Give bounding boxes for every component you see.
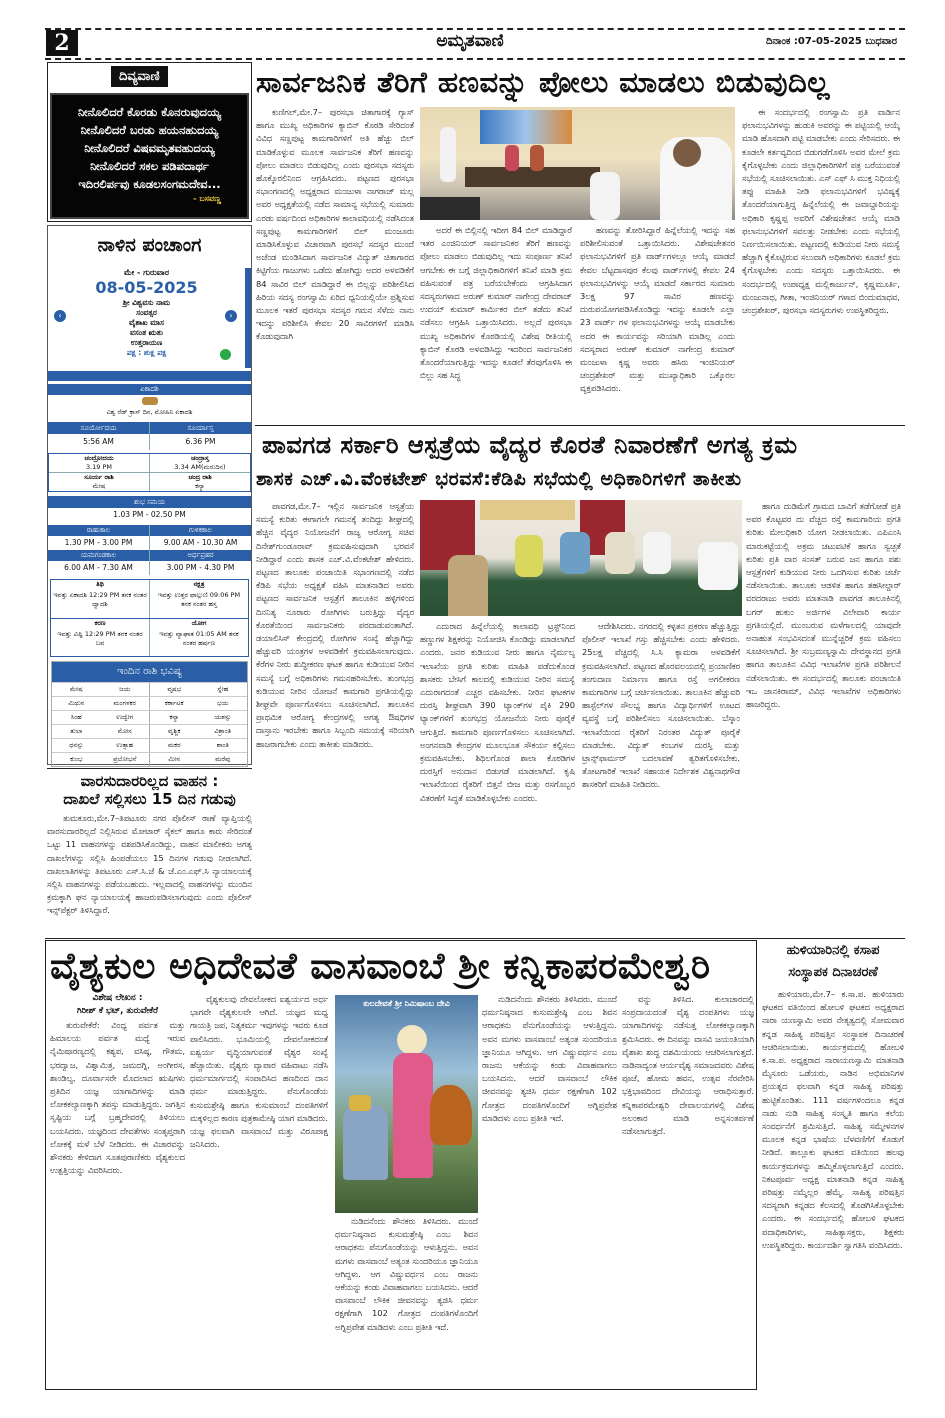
festival-icon — [48, 395, 251, 407]
quote-author: - ಬಸವಣ್ಣ — [193, 194, 221, 203]
rashi-prediction: ಮರೆವು — [215, 755, 231, 763]
top-rule — [45, 28, 905, 30]
samvatsara-line: ವೈಶಾಖ ಮಾಸ — [129, 318, 164, 327]
story3-col: ನುಡಿದನೆಂದು ಶೌನಕರು ತಿಳಿಸಿದರು. ಮುಂದೆ ಧರ್ಮನಿಷ್ಠನಾದ ಕುಸುಮಶ್ರೇಷ್ಠಿ ಎಂಬ ಶಿವನ ಆರಾಧಕನು ಪೆನುಗೊಂಡೆಯನ್ನು ಆಳುತ್ತಿದ್ದನು. ಅವನ ಮಗಳು ವಾಸವಾಂಬೆ ಅತ್ಯಂತ ಸುಂದರಿಯೂ ಜ್ಞಾನಿಯೂ ಆಗಿದ್ದಳು. ಆಗ ವಿಷ್ಣುವರ್ಧನ ಎಂಬ ರಾಜನು ಆಕೆಯನ್ನು ಕಂಡು ವಿವಾಹವಾಗಲು ಬಯಸಿದನು. ಆದರೆ ವಾಸವಾಂಬೆ ಲೌಕಿಕ ಜೀವನವನ್ನು ತ್ಯಜಿಸಿ ಧರ್ಮ ರಕ್ಷಣೆಗಾಗಿ 102 ಗೋತ್ರದ ದಂಪತಿಗಳೊಂದಿಗೆ ಅಗ್ನಿಪ್ರವೇಶ ಮಾಡಿದಳು ಎಂಬ ಪ್ರತೀತಿ ಇದೆ. — [482, 994, 617, 1123]
dateline: ದಿನಾಂಕ :07-05-2025 ಬುಧವಾರ — [765, 36, 897, 47]
divyavani-title: ದಿವ್ಯವಾಣಿ — [111, 66, 168, 87]
sunrise-label: ಸೂರ್ಯೋದಯ — [80, 424, 117, 432]
chandra-rashi: ಕನ್ಯಾ — [149, 482, 250, 491]
shubha-label: ಶುಭ ಸಮಯ — [48, 496, 251, 508]
story2-photo — [420, 500, 742, 616]
chandra-rashi-label: ಚಂದ್ರ ರಾಶಿ — [149, 473, 250, 482]
surya-rashi: ಮೇಷ — [92, 482, 106, 490]
rahu-time: 1.30 PM - 3.00 PM — [64, 538, 133, 547]
ardhaprahara-time: 3.00 PM - 4.30 PM — [149, 561, 251, 575]
rashi-table — [51, 661, 248, 767]
page-number: 2 — [46, 30, 78, 56]
story3-col: ವನ್ನು ತಿಳಿಸಿದ. ಕುಲಾಚಾರದಲ್ಲಿ ಸಂಪ್ರದಾಯದಂತೆ ವೈಶ್ಯ ದಂಪತಿಗಳು ಯಜ್ಞ ಯಾಗಾದಿಗಳನ್ನು ನಡೆಸುತ್ತ ಲೋಕಕಲ್ಯಾಣಕ್ಕಾಗಿ ಶ್ರಮಿಸಿದರು. ಈ ದಿನವನ್ನು ವಾಸವಿ ಜಯಂತಿಯಾಗಿ ವೈಶಾಖ ಶುದ್ಧ ದಶಮಿಯಂದು ಆಚರಿಸಲಾಗುತ್ತದೆ. ನಾಡಿನಾದ್ಯಂತ ಆರ್ಯವೈಶ್ಯ ಸಮಾಜದವರು ವಿಶೇಷ ಪೂಜೆ, ಹೋಮ ಹವನ, ಉತ್ಸವ ನೆರವೇರಿಸಿ ಭಕ್ತಿಭಾವದಿಂದ ದೇವಿಯನ್ನು ಆರಾಧಿಸುತ್ತಾರೆ. ಕನ್ನಿಕಾಪರಮೇಶ್ವರಿ ದೇವಾಲಯಗಳಲ್ಲಿ ವಿಶೇಷ ಅಲಂಕಾರ ಮಾಡಿ ಅನ್ನಸಂತರ್ಪಣೆ ನಡೆಸಲಾಗುತ್ತದೆ. — [622, 994, 754, 1137]
story2-subhead: ಶಾಸಕ ಎಚ್.ವಿ.ವೆಂಕಟೇಶ್ ಭರವಸೆ:ಕೆಡಿಪಿ ಸಭೆಯಲ್ಲಿ ಅಧಿಕಾರಿಗಳಿಗೆ ತಾಕೀತು — [256, 468, 742, 490]
panchanga-day: ಮೇ - ಗುರುವಾರ — [124, 268, 169, 277]
story2-headline: ಪಾವಗಡ ಸರ್ಕಾರಿ ಆಸ್ಪತ್ರೆಯ ವೈದ್ಯರ ಕೊರತೆ ನಿವಾರಣೆಗೆ ಅಗತ್ಯ ಕ್ರಮ — [262, 431, 798, 459]
story1-col: ಈ ಸಂದರ್ಭದಲ್ಲಿ ರಂಗಸ್ವಾಮಿ ಪ್ರತಿ ವಾರ್ಡಿನ ಫಲಾನುಭವಿಗಳನ್ನು ಹುಡುಕಿ ಅವರನ್ನು ಈ ಪಟ್ಟಿಯಲ್ಲಿ ಆಯ್ಕೆ ಮಾಡಿ ಹೊಸದಾಗಿ ಪಟ್ಟಿ ಮಾಡಬೇಕು ಎಂದು ಸೇರಿಸದರು. ಈ ಕೂಡಲೇ ಕರ್ತವ್ಯದಿಂದ ಬಿಡುಗಡೆಗೊಳಿಸಿ ಅವರ ಮೇಲೆ ಕ್ರಮ ಕೈಗೊಳ್ಳಬೇಕು ಎಂದು ಜಿಲ್ಲಾಧಿಕಾರಿಗಳಿಗೆ ಪತ್ರ ಬರೆಯುವಂತೆ ಸಭೆಯಲ್ಲಿ ಸೂಚಿಸಲಾಯಿತು. ಎಸ್ ಎಫ್ ಸಿ ಮುಕ್ತ ನಿಧಿಯಲ್ಲಿ ತಪ್ಪು ಮಾಹಿತಿ ನೀಡಿ ಫಲಾನುಭವಿಗಳಿಗೆ ಭವಿಷ್ಯಕ್ಕೆ ತೊಂದರೆಯಾಗುತ್ತಿದ್ದ ಹಿನ್ನೆಲೆಯಲ್ಲಿ ಈ ಜವಾಬ್ದಾರಿಯನ್ನು ಅಧಿಕಾರಿ ಕೃಷ್ಣಪ್ಪ ಅವರಿಗೆ ವಿಶೇಷಚೇತನ ಆಯ್ಕೆ ಮಾಡಿ ಫಲಾನುಭವಿಗಳಿಗೆ ಸವಲತ್ತು ನೀಡಬೇಕು ಎಂದು ಸಭೆಯಲ್ಲಿ ನಿರ್ಣಯಿಸಲಾಯಿತು. ಪಟ್ಟಣದಲ್ಲಿ ಕುಡಿಯುವ ನೀರು ಸಮಸ್ಯೆ ಹೆಚ್ಚಾಗಿ ಕೈಕೊಟ್ಟಿರುವ ಸಲುವಾಗಿ ಅಧಿಕಾರಿಗಳು ಕೂಡಲೆ ಕ್ರಮ ಕೈಗೊಳ್ಳಬೇಕು ಎಂದು ಸದಸ್ಯರು ಒತ್ತಾಯಿಸಿದರು. ಈ ಸಂದರ್ಭದಲ್ಲಿ ಉಪಾಧ್ಯಕ್ಷ ಮಲ್ಲಿಕಾರ್ಜುನ್, ಕೃಷ್ಣಮೂರ್ತಿ, ಮಂಜುನಾಥ, ಗೀತಾ, ಇಂಜಿನಿಯರ್ ಗಳಾದ ಬಿಂದುಮಾಧವ, ಚಂದ್ರಶೇಖರ್, ಪುರಸಭಾ ಸದಸ್ಯರುಗಳು ಉಪಸ್ಥಿತರಿದ್ದರು. — [742, 107, 900, 316]
story-body: ತುಮಕೂರು,ಮೇ.7–ತಿಪಟೂರು ನಗರ ಪೊಲೀಸ್ ಠಾಣೆ ವ್ಯಾಪ್ತಿಯಲ್ಲಿ ವಾರಸುದಾರರಿಲ್ಲದೆ ನಿಲ್ಲಿಸಿರುವ ಮೋಟಾರ್ ಸೈಕಲ್ ಹಾಗೂ ಕಾರು ಸೇರಿದಂತೆ ಒಟ್ಟು 11 ವಾಹನಗಳನ್ನು ವಶಪಡಿಸಿಕೊಂಡಿದ್ದು, ವಾಹನ ಮಾಲೀಕರು ಅಗತ್ಯ ದಾಖಲೆಗಳನ್ನು ಸಲ್ಲಿಸಿ ಹಿಂಪಡೆಯಲು 15 ದಿನಗಳ ಗಡುವು ನೀಡಲಾಗಿದೆ. ದಾಖಲಾತಿಗಳನ್ನು ತಿಪಟೂರು ಎಸ್.ಸಿ.ಜೆ & ಜೆ.ಎಂ.ಎಫ್.ಸಿ ನ್ಯಾಯಾಲಯಕ್ಕೆ ಸಲ್ಲಿಸಿ ವಾಹನಗಳನ್ನು ಪಡೆಯಬಹುದು. ಇಲ್ಲವಾದಲ್ಲಿ ವಾಹನಗಳನ್ನು ಮುಂದಿನ ಕ್ರಮಕ್ಕಾಗಿ ಘನ ನ್ಯಾಯಾಲಯಕ್ಕೆ ಹಾಜರುಪಡಿಸಲಾಗುವುದು ಎಂದು ಪೊಲೀಸ್ ಇನ್ಸ್‌ಪೆಕ್ಟರ್ ತಿಳಿಸಿದ್ದಾರೆ. — [47, 813, 252, 916]
festival-text: ವಿಶ್ವ ರೆಡ್ ಕ್ರಾಸ್ ದಿನ, ಮೋಹಿನಿ ಏಕಾದಶಿ — [48, 407, 251, 418]
story3-col: ತುರುವೇಕೆರೆ: ವಿಂಧ್ಯ ಪರ್ವತ ಮತ್ತು ಹಿಮಾಲಯ ಪರ್ವತ ಮಧ್ಯೆ ಇರುವ ನೈಮಿಷಾರಣ್ಯದಲ್ಲಿ ಕಶ್ಯಪ, ವಸಿಷ್ಠ, ಗೌತಮ, ಭರದ್ವಾಜ, ವಿಶ್ವಾಮಿತ್ರ, ಜಮದಗ್ನಿ, ಅಂಗೀರಸ, ಶಾಂಡಿಲ್ಯ, ದೂರ್ವಾಸರೇ ಮೊದಲಾದ ಋಷಿಗಳು ಪ್ರತಿದಿನ ಯಜ್ಞ ಯಾಗಾದಿಗಳನ್ನು ಮಾಡಿ ಲೋಕಕಲ್ಯಾಣಕ್ಕಾಗಿ ತಪಸ್ಸು ಮಾಡುತ್ತಿದ್ದರು. ಜಗತ್ತಿನ ಸೃಷ್ಟಿಯ ಬಗ್ಗೆ ಬ್ರಹ್ಮದೇವರಲ್ಲಿ ತಿಳಿಯಲು ಬಯಸಿದರು. ಯಜ್ಞದಿಂದ ದೇವತೆಗಳು ಸಂತೃಪ್ತರಾಗಿ ಲೋಕಕ್ಕೆ ಮಳೆ ಬೆಳೆ ನೀಡಿದರು. ಈ ವಿಚಾರವನ್ನು ಶೌನಕರು ಕೇಳಿದಾಗ ಸೂತಪುರಾಣಿಕರು ವೈಶ್ಯಕುಲದ ಉತ್ಪತ್ತಿಯನ್ನು ವಿವರಿಸಿದರು. — [50, 1020, 185, 1176]
rashi-row — [52, 696, 247, 710]
story1-col: ಅದರೆ ಈ ಬಿಲ್ಲಿನಲ್ಲಿ ಇದೀಗ 84 ಬಿಲ್ ಮಾಡಿದ್ದಾರೆ ಇತರ ಎಂಜಿನಿಯರ್ ಸಾರ್ವಜನಿಕರ ತೆರಿಗೆ ಹಣವನ್ನು ಪೋಲು ಮಾಡಲು ಬಿಡುವುದಿಲ್ಲ ಇದು ಸಂಪೂರ್ಣ ತನಿಖೆ ಆಗಬೇಕು ಈ ಬಗ್ಗೆ ಜಿಲ್ಲಾಧಿಕಾರಿಗಳಿಗೆ ತನಿಖೆ ಮಾಡಿ ಕ್ರಮ ವಹಿಸುವಂತೆ ಪತ್ರ ಬರೆಯಬೇಕೆಂದು ಆಗ್ರಹಿಸಿದಾಗ ಸದಸ್ಯರುಗಳಾದ ಅರುಣ್ ಕುಮಾರ್ ನಾಗೇಂದ್ರ ದೇವರಾಜ್ ಉದಯ್ ಕುಮಾರ್ ಕಾರ್ಮಿಕರ ಬಿಲ್ ತಡೆದು ತನಿಖೆ ನಡೆಸಲು ಆಗ್ರಹಿಸಿ ಒತ್ತಾಯಿಸಿದರು. ಅಲ್ಲದೆ ಪುರಸಭಾ ಮುಖ್ಯ ಅಧಿಕಾರಿಗಳ ಕೊಠಡಿಯಲ್ಲಿ ವಿಶೇಷ ರೀತಿಯಲ್ಲಿ ಕ್ಯಾಬಿನ್ ಕೊಠಡಿ ಅಳವಡಿಸಿದ್ದು ಇದರಿಂದ ಸಾರ್ವಜನಿಕರ ತೊಂದರೆಯಾಗುತ್ತಿದ್ದು ಇದನ್ನು ಕೂಡಲೆ ತೆರವುಗೊಳಿಸಿ ಈ ಬಿಲ್ಲು ಸಹ ಸಿದ್ಧ — [420, 225, 572, 381]
rashi-prediction: ಸ್ನೇಹ — [217, 685, 229, 693]
whatsapp-icon — [220, 349, 231, 360]
yama-label: ಯಮಗಂಡಕಾಲ — [80, 551, 117, 559]
rashi-prediction: ಮಂಗಳಕರ — [101, 697, 151, 710]
ardhaprahara-label: ಅರ್ಧಪ್ರಹರ — [149, 550, 251, 561]
rashi-name: ಸಿಂಹ — [70, 713, 82, 721]
rashi-name: ಧನಸ್ಸು — [69, 741, 84, 749]
divider — [45, 938, 905, 939]
vehicle-story — [47, 768, 252, 936]
rashi-name: ಮಕರ — [167, 741, 181, 749]
quote-line: ನೀನೊಲಿದರೆ ಸಕಲ ಪಡಿಪದಾರ್ಥ — [90, 159, 209, 173]
divider — [255, 425, 905, 426]
yama-time: 6.00 AM - 7.30 AM — [64, 563, 133, 572]
rashi-row — [52, 752, 247, 766]
rashi-prediction: ಮೋಸ — [101, 725, 151, 738]
story3-col: ವೈಶ್ಯಕುಲವು ದೇವಲೋಕದ ಐಶ್ವರ್ಯದ ಅರ್ಧ ಭಾಗವೇ ವೈಶ್ಯಕುಲವೇ ಆಗಿದೆ. ಯಜ್ಞದ ಮಧ್ಯ ಗಾಯತ್ರಿ ಜಪ, ನಿತ್ಯಕರ್ಮ ಇವುಗಳನ್ನು ಇವರು ಕೂಡ ಪಾಲಿಸಿದರು. ಭೂಮಿಯಲ್ಲಿ ದೇವಲೋಕದಂತೆ ಐಶ್ವರ್ಯ ವೃದ್ಧಿಯಾಗುವಂತೆ ವೈಶ್ಯರ ಸಂಖ್ಯೆ ಹೆಚ್ಚಾಯಿತು. ವೈಶ್ಯರು ವ್ಯಾಪಾರ ವಹಿವಾಟು ನಡೆಸಿ ಧರ್ಮಮಾರ್ಗದಲ್ಲಿ ಸಂಪಾದಿಸಿದ ಹಣದಿಂದ ದಾನ ಧರ್ಮ ಮಾಡುತ್ತಿದ್ದರು. ಪೆನುಗೊಂಡೆಯ ಕುಸುಮಶ್ರೇಷ್ಠಿ ಹಾಗೂ ಕುಸುಮಾಂಬೆ ದಂಪತಿಗಳಿಗೆ ಮಕ್ಕಳಿಲ್ಲದ ಕಾರಣ ಪುತ್ರಕಾಮೇಷ್ಠಿ ಯಾಗ ಮಾಡಿದರು. ಯಜ್ಞ ಫಲವಾಗಿ ವಾಸವಾಂಬೆ ಮತ್ತು ವಿರೂಪಾಕ್ಷ ಜನಿಸಿದರು. — [190, 994, 328, 1150]
rashi-name: ವೃಷಭ — [167, 685, 182, 693]
story4-headline — [762, 940, 904, 984]
rashi-row — [52, 710, 247, 724]
story1-col: ಹಣವನ್ನು ತೋರಿಸಿದ್ದಾರೆ ಹಿನ್ನೆಲೆಯಲ್ಲಿ ಇದನ್ನು ಸಹ ಪರಿಶೀಲಿಸುವಂತೆ ಒತ್ತಾಯಿಸಿದರು. ವಿಶೇಷಚೇತನರ ಫಲಾನುಭವಿಗಳಿಗೆ ಪ್ರತಿ ವಾರ್ಡ್‌ಗಳಲ್ಲೂ ಆಯ್ಕೆ ಮಾಡದೆ ಕೇವಲ ಬೆಟ್ಟದಾಸಪುರ ಕೆಲವು ವಾರ್ಡ್‌ಗಳಲ್ಲಿ ಕೇವಲ 24 ಫಲಾನುಭವಿಗಳನ್ನು ಆಯ್ಕೆ ಮಾಡದೆ ಸರ್ಕಾರದ ಸುಮಾರು 3ಲಕ್ಷ 97 ಸಾವಿರ ಹಣವನ್ನು ದುರುಪಯೋಗಪಡಿಸಿಕೊಂಡಿದ್ದು ಇದನ್ನು ಕೂಡಲೇ ಎಲ್ಲಾ 23 ವಾರ್ಡ್ ಗಳ ಫಲಾನುಭವಿಗಳನ್ನು ಆಯ್ಕೆ ಮಾಡಬೇಕು ಅದರ ಈ ಕಾರ್ಯವನ್ನು ಸರಿಯಾಗಿ ಮಾಡಿಲ್ಲ ಎಂದು ಸದಸ್ಯರಾದ ಅರುಣ್ ಕುಮಾರ್ ನಾಗೇಂದ್ರ ಕುಮಾರ್ ಮಂಜುಳಾ ಕೃಷ್ಣ ಅವರು ಹಸಿರು ಇಂಜಿನಿಯರ್ ಚಂದ್ರಶೇಖರ್ ಮತ್ತು ಮುಖ್ಯಾಧಿಕಾರಿ ಒಕ್ಕೊರಲ ವ್ಯಕ್ತಪಡಿಸಿದರು. — [580, 225, 735, 394]
story3-headline: ವೈಶ್ಯಕುಲ ಅಧಿದೇವತೆ ವಾಸವಾಂಬೆ ಶ್ರೀ ಕನ್ನಿಕಾಪರಮೇಶ್ವರಿ — [50, 946, 711, 987]
rashi-row — [52, 682, 247, 696]
story4-headline-line: ಸಂಸ್ಥಾಪಕ ದಿನಾಚರಣೆ — [788, 965, 878, 980]
rashi-name: ಕುಂಭ — [70, 755, 83, 763]
rashi-prediction: ಜಯ — [101, 683, 151, 696]
rashi-row — [52, 724, 247, 738]
rashi-prediction: ಪ್ರಲೋಭನೆ — [101, 753, 151, 766]
story3-image — [335, 995, 478, 1213]
panchanga-date: 08-05-2025 — [95, 278, 198, 297]
story1-col: ಕುಣಿಗಲ್,ಮೇ.7– ಪುರಸಭಾ ಚಿತಾಗಾರಕ್ಕೆ ಗ್ಯಾಸ್ ಹಾಗೂ ಮುಖ್ಯ ಅಧಿಕಾರಿಗಳ ಕ್ಯಾಬಿನ್ ಕೊಠಡಿ ಸೇರಿದಂತೆ ವಿವಿಧ ಸಣ್ಣಪುಟ್ಟ ಕಾಮಗಾರಿಗಳಿಗೆ ಅತಿ ಹೆಚ್ಚು ಬಿಲ್ ಮಾಡಿಕೊಳ್ಳುವ ಮೂಲಕ ಸಾರ್ವಜನಿಕ ತೆರಿಗೆ ಹಣವನ್ನು ಪೋಲು ಮಾಡಲು ಬಿಡುವುದಿಲ್ಲ ಎಂದು ಪುರಸಭಾ ಸದಸ್ಯರು ಹೊಕ್ಕೊರಲಿನಿಂದ ಆಗ್ರಹಿಸಿದರು. ಪಟ್ಟಣದ ಪುರಸಭಾ ಸಭಾಂಗಣದಲ್ಲಿ ಅಧ್ಯಕ್ಷರಾದ ಮಂಜುಳಾ ನಾಗರಾಜ್ ಮಲ್ಲ ಅವರ ಅಧ್ಯಕ್ಷತೆಯಲ್ಲಿ ನಡೆದ ಸಾಮಾನ್ಯ ಸಭೆಯಲ್ಲಿ ಸುಮಾರು ಎರಡು ವರ್ಷದಿಂದ ಅಧಿಕಾರಿಗಳ ಕಾಲಾವಧಿಯಲ್ಲಿ ನಡೆಸಿದಂತ ಸಣ್ಣಪುಟ್ಟ ಕಾಮಗಾರಿಗಳಿಗೆ ಬಿಲ್ ಮಂಜೂರು ಮಾಡಿಸಿಕೊಳ್ಳುವ ವಿಚಾರವಾಗಿ ಪುರಸಭೆ ಸದಸ್ಯರ ಮುಂದೆ ಅಜೆಂಡ ಮಂಡಿಸಿದಾಗ ಸಾರ್ವಜನಿಕ ವಿದ್ಯುತ್ ಚಿತಾಗಾರದ ಕಿಟ್ಟಿಗೆಯ ಗಾಜುಗಳು ಒಡೆದು ಹೋಗಿದ್ದು ಅದರ ಅಳವಡಿಕೆಗೆ 84 ಸಾವಿರ ಬಿಲ್ ಮಾಡಿದ್ದಾರೆ ಈ ಬಿಲ್ಲನ್ನು ಪರಿಶೀಲಿಸಿದ ಹಿರಿಯ ಸದಸ್ಯ ರಂಗಸ್ವಾಮಿ ಏರಿದ ಧ್ವನಿಯಲ್ಲಿಯೇ ಪ್ರಶ್ನಿಸುವ ಮೂಲಕ ಇತರೆ ಪುರಸಭಾ ಸದಸ್ಯರ ಗಮನ ಸೆಳೆದು ನಾನು ಇದನ್ನು ಪರಿಶೀಲಿಸಿ ಕೇವಲ 20 ಸಾವಿರಗಳಿಗೆ ಮಾಡಿಸಿ ಕೊಡುವುದಾಗಿ — [256, 107, 414, 342]
story3-col: ನುಡಿದನೆಂದು ಶೌನಕರು ತಿಳಿಸಿದರು. ಮುಂದೆ ಧರ್ಮನಿಷ್ಠನಾದ ಕುಸುಮಶ್ರೇಷ್ಠಿ ಎಂಬ ಶಿವನ ಆರಾಧಕನು ಪೆನುಗೊಂಡೆಯನ್ನು ಆಳುತ್ತಿದ್ದನು. ಅವನ ಮಗಳು ವಾಸವಾಂಬೆ ಅತ್ಯಂತ ಸುಂದರಿಯೂ ಜ್ಞಾನಿಯೂ ಆಗಿದ್ದಳು. ಆಗ ವಿಷ್ಣುವರ್ಧನ ಎಂಬ ರಾಜನು ಆಕೆಯನ್ನು ಕಂಡು ವಿವಾಹವಾಗಲು ಬಯಸಿದನು. ಆದರೆ ವಾಸವಾಂಬೆ ಲೌಕಿಕ ಜೀವನವನ್ನು ತ್ಯಜಿಸಿ ಧರ್ಮ ರಕ್ಷಣೆಗಾಗಿ 102 ಗೋತ್ರದ ದಂಪತಿಗಳೊಂದಿಗೆ ಅಗ್ನಿಪ್ರವೇಶ ಮಾಡಿದಳು ಎಂಬ ಪ್ರತೀತಿ ಇದೆ. — [335, 1216, 478, 1332]
story1-headline: ಸಾರ್ವಜನಿಕ ತೆರಿಗೆ ಹಣವನ್ನು ಪೋಲು ಮಾಡಲು ಬಿಡುವುದಿಲ್ಲ — [256, 65, 831, 99]
samvatsara-line: ಉತ್ತರಾಯಣ — [130, 338, 163, 347]
story2-col: ಎದುರಾದ ಹಿನ್ನೆಲೆಯಲ್ಲಿ ಕಾಲಾವಧಿ ಟ್ರಸ್ಟ್‌ನಿಂದ ಹಣ್ಣುಗಳ ಶಿಕ್ಷಕರನ್ನು ನಿಯೋಜಿಸಿ ಕೊಂಡಿದ್ದು ಮಾಡಲಾಗಿದೆ ಎಂದರು. ಜನರ ಕುಡಿಯುವ ನೀರು ಹಾಗೂ ನೈರ್ಮಲ್ಯ ಇಲಾಖೆಯ ಪ್ರಗತಿ ಕುರಿತು ಮಾಹಿತಿ ಪಡೆದುಕೊಂಡ ಶಾಸಕರು ಬೇಸಿಗೆ ಕಾಲದಲ್ಲಿ ಕುಡಿಯುವ ನೀರಿನ ಸಮಸ್ಯೆ ಎದುರಾಗದಂತೆ ಎಚ್ಚರ ವಹಿಸಬೇಕು. ನೀರಿನ ಘಟಕಗಳ ದುರಸ್ತಿ ಶೀಘ್ರವಾಗಿ 390 ಟ್ಯಾಂಕ್‌ಗಳ ಪೈಕಿ 290 ಟ್ಯಾಂಕ್‌ಗಳಿಗೆ ತುಂಗಭದ್ರ ಯೋಜನೆಯ ನೀರು ಪೂರೈಕೆ ಆಗುತ್ತಿದೆ. ಕಾಮಗಾರಿ ಪೂರ್ಣಗೊಳಿಸಲು ಸೂಚಿಸಲಾಗಿದೆ. ಅಂಗನವಾಡಿ ಕೇಂದ್ರಗಳ ಮೂಲಭೂತ ಸೌಕರ್ಯ ಕಲ್ಪಿಸಲು ಕ್ರಮವಹಿಸಬೇಕು. ಶಿಥಿಲಗೊಂಡ ಶಾಲಾ ಕೊಠಡಿಗಳ ದುರಸ್ತಿಗೆ ಅನುದಾನ ಬಿಡುಗಡೆ ಮಾಡಲಾಗಿದೆ. ಕೃಷಿ ಇಲಾಖೆಯಿಂದ ರೈತರಿಗೆ ಬಿತ್ತನೆ ಬೀಜ ಮತ್ತು ರಸಗೊಬ್ಬರ ವಿತರಣೆಗೆ ಸಿದ್ಧತೆ ಮಾಡಿಕೊಳ್ಳಬೇಕು ಎಂದರು. — [420, 621, 575, 803]
quote-line: ನೀನೊಲಿದರೆ ಕೊರಡು ಕೊನರುವುದಯ್ಯ — [77, 105, 222, 119]
rahu-label: ರಾಹುಕಾಲ — [86, 526, 111, 534]
quote-line: ನೀನೊಲಿದರೆ ಬರಡು ಹಯನಹುದಯ್ಯ — [80, 123, 219, 137]
divyavani-quote — [50, 93, 249, 219]
rashi-row — [52, 738, 247, 752]
story1-photo — [420, 107, 735, 220]
story-headline: ದಾಖಲೆ ಸಲ್ಲಿಸಲು 15 ದಿನ ಗಡುವು — [63, 790, 236, 808]
yoga-text: ಇವತ್ತು ವ್ಯಾಘಾತ 01:05 AM ತನಕ ನಂತರ ಹರ್ಷಣ — [159, 630, 239, 647]
rashi-name: ಮಿಥುನ — [68, 699, 85, 707]
samvatsara-line: ವಸಂತ ಋತು — [129, 328, 164, 337]
nakshatra-text: ಇವತ್ತು ಉತ್ತರ ಫಾಲ್ಗುಣಿ 09:06 PM ತನಕ ನಂತರ ಹಸ್ತ — [157, 591, 241, 608]
moonset-time: 3.34 AM(ಮರುದಿನ) — [149, 463, 250, 472]
rashi-name: ಕರ್ಕಾಟಕ — [164, 699, 184, 707]
rashi-prediction: ವಿಶ್ರಾಂತಿ — [214, 727, 232, 735]
tithi-label: ತಿಥಿ — [96, 580, 104, 588]
karana-label: ಕರಣ — [94, 619, 106, 627]
panchanga-box — [47, 225, 252, 765]
sunset-time: 6.36 PM — [149, 434, 251, 450]
rashi-name: ವೃಶ್ಚಿಕ — [168, 727, 181, 735]
story4-body: ಹುಳಿಯಾರು,ಮೇ.7– ಕ.ಸಾ.ಪ. ಹುಳಿಯಾರು ಘಟಕದ ವತಿಯಿಂದ ಹೋಬಳಿ ಘಟಕದ ಅಧ್ಯಕ್ಷರಾದ ನಾರಾ ಯಣಸ್ವಾಮಿ ಅವರ ನೇತೃತ್ವದಲ್ಲಿ ಸೋಮವಾರ ಕನ್ನಡ ಸಾಹಿತ್ಯ ಪರಿಷತ್ತಿನ ಸಂಸ್ಥಾಪಕ ದಿನಾಚರಣೆ ಆಚರಿಸಲಾಯಿತು. ಕಾರ್ಯಕ್ರಮದಲ್ಲಿ ಹೋಬಳಿ ಕ.ಸಾ.ಪ. ಅಧ್ಯಕ್ಷರಾದ ನಾರಾಯಣಸ್ವಾಮಿ ಮಾತನಾಡಿ ಮೈಸೂರು ಒಡೆಯರು, ನಾಡಿನ ಅಭಿಮಾನಿಗಳ ಪ್ರಯತ್ನದ ಫಲವಾಗಿ ಕನ್ನಡ ಸಾಹಿತ್ಯ ಪರಿಷತ್ತು ಹುಟ್ಟಿಕೊಂಡಿತು. 111 ವರ್ಷಗಳಿಂದಲೂ ಕನ್ನಡ ನಾಡು ನುಡಿ ಸಾಹಿತ್ಯ ಸಂಸ್ಕೃತಿ ಹಾಗೂ ಕಲೆಯ ಸಂವರ್ಧನೆಗೆ ಶ್ರಮಿಸುತ್ತಿದೆ. ಸಾಹಿತ್ಯ ಸಮ್ಮೇಳನಗಳ ಮೂಲಕ ಕನ್ನಡ ಭಾಷೆಯ ಬೆಳವಣಿಗೆಗೆ ಕೊಡುಗೆ ನೀಡಿದೆ. ತಾಲ್ಲೂಕು ಘಟಕದ ವತಿಯಿಂದ ಹಲವು ಕಾರ್ಯಕ್ರಮಗಳನ್ನು ಹಮ್ಮಿಕೊಳ್ಳಲಾಗುತ್ತಿದೆ ಎಂದರು. ನಿಕಟಪೂರ್ವ ಅಧ್ಯಕ್ಷ ಮಾತನಾಡಿ ಕನ್ನಡ ಸಾಹಿತ್ಯ ಪರಿಷತ್ತು ನಮ್ಮೆಲ್ಲರ ಹೆಮ್ಮೆ. ಸಾಹಿತ್ಯ ಪರಿಷತ್ತಿನ ಸದಸ್ಯರಾಗಿ ಕನ್ನಡದ ಕೆಲಸದಲ್ಲಿ ತೊಡಗಿಸಿಕೊಳ್ಳಬೇಕು ಎಂದರು. ಈ ಸಂದರ್ಭದಲ್ಲಿ ಹೋಬಳಿ ಘಟಕದ ಪದಾಧಿಕಾರಿಗಳು, ಸಾಹಿತ್ಯಾಸಕ್ತರು, ಶಿಕ್ಷಕರು ಉಪಸ್ಥಿತರಿದ್ದರು. ಕಾರ್ಯದರ್ಶಿ ಸ್ವಾಗತಿಸಿ ವಂದಿಸಿದರು. — [762, 989, 904, 1250]
prev-arrow-icon: ‹ — [54, 310, 66, 322]
yoga-label: ಯೋಗ — [191, 619, 207, 627]
divyavani-box — [47, 62, 252, 222]
story-headline: ವಾರಸುದಾರರಿಲ್ಲದ ವಾಹನ : — [80, 772, 219, 790]
rashi-prediction: ಭಯ — [217, 699, 229, 707]
rashi-prediction: ಉತ್ಸಾಹ — [101, 739, 151, 752]
panchanga-date-block — [48, 268, 251, 368]
moonset-label: ಚಂದ್ರಾಸ್ತ — [149, 454, 250, 463]
karana-text: ಇವತ್ತು ವಿಷ್ಟಿ 12:29 PM ತನಕ ನಂತರ ಬವ — [57, 630, 143, 647]
samvatsara-line: ಶ್ರೀ ವಿಶ್ವವಸು ನಾಮ — [122, 298, 171, 307]
divider-bar — [48, 371, 251, 381]
paksha: ಪಕ್ಷ : ಶುಕ್ಲ ಪಕ್ಷ — [126, 348, 167, 357]
story2-col: ಪಾವಗಡ,ಮೇ.7– ಇಲ್ಲಿನ ಸಾರ್ವಜನಿಕ ಆಸ್ಪತ್ರೆಯ ಸಮಸ್ಯೆ ಕುರಿತು ಈಗಾಗಲೇ ಗಮನಕ್ಕೆ ತಂದಿದ್ದು ಶೀಘ್ರದಲ್ಲಿ ಹೆಚ್ಚಿನ ವೈದ್ಯರ ನಿಯೋಜನೆಗೆ ರಾಜ್ಯ ಆರೋಗ್ಯ ಸಚಿವ ದಿನೇಶ್‌ಗುಂಡೂರಾವ್ ಕ್ರಮವಹಿಸುವುದಾಗಿ ಭರವಸೆ ನೀಡಿದ್ದಾರೆ ಎಂದು ಶಾಸಕ ಎಚ್.ವಿ.ವೆಂಕಟೇಶ್ ಹೇಳಿದರು. ಪಟ್ಟಣದ ತಾಲೂಕು ಪಂಚಾಯಿತಿ ಸಭಾಂಗಣದಲ್ಲಿ ನಡೆದ ಕೆಡಿಪಿ ಸಭೆಯ ಅಧ್ಯಕ್ಷತೆ ವಹಿಸಿ ಮಾತನಾಡಿದ ಅವರು ಪಟ್ಟಣದ ಸಾರ್ವಜನಿಕ ಆಸ್ಪತ್ರೆಗೆ ತಾಲೂಕಿನ ಹಳ್ಳಿಗಳಿಂದ ದಿನನಿತ್ಯ ನೂರಾರು ರೋಗಿಗಳು ಬರುತ್ತಿದ್ದು ವೈದ್ಯರ ಕೊರತೆಯಿಂದ ಸಾರ್ವಜನಿಕರು ಪರದಾಡುವಂತಾಗಿದೆ. ಡಯಾಲಿಸಿಸ್ ಕೇಂದ್ರದಲ್ಲಿ ರೋಗಿಗಳ ಸಂಖ್ಯೆ ಹೆಚ್ಚಾಗಿದ್ದು ಹೆಚ್ಚುವರಿ ಯಂತ್ರಗಳ ಅಳವಡಿಕೆಗೆ ಕ್ರಮವಹಿಸಲಾಗುವುದು. ಕೆರೆಗಳ ನೀರು ಶುದ್ಧೀಕರಣ ಘಟಕ ಹಾಗೂ ಕುಡಿಯುವ ನೀರಿನ ಸಮಸ್ಯೆ ಬಗ್ಗೆ ಅಧಿಕಾರಿಗಳು ಗಮನಹರಿಸಬೇಕು. ತುಂಗಭದ್ರ ಕುಡಿಯುವ ನೀರಿನ ಯೋಜನೆ ಕಾಮಗಾರಿ ಪ್ರಗತಿಯಲ್ಲಿದ್ದು ಶೀಘ್ರವೇ ಪೂರ್ಣಗೊಳಿಸಲು ಸೂಚಿಸಲಾಗಿದೆ. ತಾಲೂಕಿನ ಪ್ರಾಥಮಿಕ ಆರೋಗ್ಯ ಕೇಂದ್ರಗಳಲ್ಲಿ ಅಗತ್ಯ ಔಷಧಿಗಳ ದಾಸ್ತಾನು ಇರಬೇಕು ಹಾಗೂ ಸಿಬ್ಬಂದಿ ಸಮಯಕ್ಕೆ ಸರಿಯಾಗಿ ಹಾಜರಾಗಬೇಕು ಎಂದು ತಾಕೀತು ಮಾಡಿದರು. — [256, 501, 414, 749]
byline-label: ವಿಶೇಷ ಲೇಖನ : — [92, 993, 143, 1003]
moonrise-time: 3.19 PM — [85, 463, 113, 471]
byline: ಗಿರೀಶ್ ಕೆ ಭಟ್, ತುರುವೇಕೆರೆ — [76, 1006, 159, 1016]
gulika-label: ಗುಳಿಕಕಾಲ — [149, 525, 251, 536]
rashi-prediction: ಉದ್ವೇಗ — [101, 711, 151, 724]
sunrise-time: 5:56 AM — [83, 437, 114, 446]
image-caption: ಕುಲದೇವತೆ ಶ್ರೀ ನಿಮಿಷಾಂಬ ದೇವಿ — [363, 999, 450, 1008]
tithi-text: ಇವತ್ತು ಏಕಾದಶಿ 12:29 PM ತನಕ ನಂತರ ದ್ವಾದಶಿ — [53, 591, 147, 608]
panchanga-title: ನಾಳಿನ ಪಂಚಾಂಗ — [97, 234, 202, 256]
rashi-name: ಮೀನ — [168, 755, 181, 763]
rashi-name: ಕನ್ಯಾ — [169, 713, 180, 721]
shubha-time: 1.03 PM - 02.50 PM — [48, 508, 251, 522]
story2-col: ಆದೇಶಿಸಿದರು. ನಗರದಲ್ಲಿ ಕಳ್ಳತನ ಪ್ರಕರಣ ಹೆಚ್ಚುತ್ತಿದ್ದು ಪೊಲೀಸ್ ಇಲಾಖೆ ಗಸ್ತು ಹೆಚ್ಚಿಸಬೇಕು ಎಂದು ಹೇಳಿದರು. 25ಲಕ್ಷ ವೆಚ್ಚದಲ್ಲಿ ಸಿ.ಸಿ ಕ್ಯಾಮರಾ ಅಳವಡಿಕೆಗೆ ಕ್ರಮವಹಿಸಲಾಗಿದೆ. ಪಟ್ಟಣದ ಹೊರವಲಯದಲ್ಲಿ ಪ್ರಯಾಣಿಕರ ತಂಗುದಾಣ ನಿರ್ಮಾಣ ಹಾಗೂ ರಸ್ತೆ ಅಗಲೀಕರಣ ಕಾಮಗಾರಿಗಳ ಬಗ್ಗೆ ಚರ್ಚಿಸಲಾಯಿತು. ತಾಲೂಕಿನ ಹೆಚ್ಚುವರಿ ಹಾಸ್ಟೆಲ್‌ಗಳ ಸೌಲಭ್ಯ ಹಾಗೂ ವಿದ್ಯಾರ್ಥಿಗಳಿಗೆ ಊಟದ ವ್ಯವಸ್ಥೆ ಬಗ್ಗೆ ಪರಿಶೀಲಿಸಲು ಸೂಚಿಸಲಾಯಿತು. ಬೆಸ್ಕಾಂ ಇಲಾಖೆಯಿಂದ ರೈತರಿಗೆ ನಿರಂತರ ವಿದ್ಯುತ್ ಪೂರೈಕೆ ಮಾಡಬೇಕು. ವಿದ್ಯುತ್ ಕಂಬಗಳ ದುರಸ್ತಿ ಮತ್ತು ಟ್ರಾನ್ಸ್‌ಫಾರ್ಮರ್ ಬದಲಾವಣೆ ತ್ವರಿತಗೊಳಿಸಬೇಕು. ತೋಟಗಾರಿಕೆ ಇಲಾಖೆ ಸಹಾಯಕ ನಿರ್ದೇಶಕ ವಿಶ್ವನಾಥಗೌಡ ಶಾಸಕರಿಗೆ ಮಾಹಿತಿ ನೀಡಿದರು. — [582, 621, 740, 790]
header-rule — [45, 58, 905, 60]
rashi-prediction: ಶಾಂತಿ — [216, 741, 229, 749]
moonrise-label: ಚಂದ್ರೋದಯ — [84, 454, 114, 462]
quote-line: ಇದಿರಲಿರ್ಪವು ಕೂಡಲಸಂಗಮದೇವ... — [78, 177, 221, 191]
rashi-title: ಇಂದಿನ ರಾಶಿ ಭವಿಷ್ಯ — [52, 662, 247, 682]
gulika-time: 9.00 AM - 10.30 AM — [149, 536, 251, 550]
nakshatra-label: ನಕ್ಷತ್ರ — [193, 580, 205, 588]
next-arrow-icon: › — [225, 310, 237, 322]
rashi-name: ತುಲಾ — [70, 727, 83, 735]
quote-line: ನೀನೊಲಿದರೆ ವಿಷವಮೃತವಹುದಯ್ಯ — [84, 141, 215, 155]
samvatsara-line: ಸಂವತ್ಸರ — [136, 308, 157, 317]
festival-label: ಏಕಾದಶಿ — [48, 384, 251, 395]
rashi-name: ಮೇಷ — [69, 685, 83, 693]
masthead: ಅಮೃತವಾಣಿ — [436, 31, 504, 51]
surya-rashi-label: ಸೂರ್ಯ ರಾಶಿ — [84, 473, 114, 481]
story4-headline-line: ಹುಳಿಯಾರಿನಲ್ಲಿ ಕಸಾಪ — [786, 943, 880, 958]
story2-col: ಹಾಗೂ ದುಡಿಮೆಗೆ ಗ್ರಾಮದ ಬಾವಿಗೆ ತಡೆಗೋಡೆ ಪ್ರತಿ ಅವರ ಕೊಟ್ಟವರ ದು ವೆಚ್ಚದ ರಸ್ತೆ ಕಾಮಗಾರಿಯ ಪ್ರಗತಿ ಕುರಿತು ಮೇಲಧಿಕಾರಿ ಯೋಗ ನೀಡಲಾಯಿತು. ಎಪಿಎಂಸಿ ಮಾರುಕಟ್ಟೆಯಲ್ಲಿ ಅಕ್ರಮ ಚಟುವಟಿಕೆ ಹಾಗೂ ಸ್ವಚ್ಛತೆ ಕುರಿತು ಪ್ರತಿ ವಾರ ಸಂಸತ್ ಬರುವ ಜನ ಹಾಗೂ ಪಶು ಆಸ್ಪತ್ರೆಗಳಿಗೆ ಕುಡಿಯುವ ನೀರು ಒದಗಿಸುವ ಕುರಿತು ಚರ್ಚೆ ನಡೆಸಲಾಯಿತು. ತಾಲೂಕು ಆಡಳಿತ ಹಾಗೂ ತಹಸೀಲ್ದಾರ್ ವರದರಾಜು ಅವರು ಮಾತನಾಡಿ ಪಾವಗಡ ತಾಲೂಕಿನಲ್ಲಿ ಬಗರ್ ಹುಕುಂ ಅರ್ಜಿಗಳ ವಿಲೇವಾರಿ ಕಾರ್ಯ ಪ್ರಗತಿಯಲ್ಲಿದೆ. ಮುಂಬರುವ ಮಳೆಗಾಲದಲ್ಲಿ ಯಾವುದೇ ಅನಾಹುತ ಸಂಭವಿಸದಂತೆ ಮುನ್ನೆಚ್ಚರಿಕೆ ಕ್ರಮ ವಹಿಸಲು ಸೂಚಿಸಲಾಗಿದೆ. ಶ್ರೀ ಸುಬ್ರಮಣ್ಯಸ್ವಾಮಿ ದೇವಸ್ಥಾನದ ಪ್ರಗತಿ ಹಾಗೂ ತಾಲೂಕಿನ ವಿವಿಧ ಇಲಾಖೆಗಳ ಪ್ರಗತಿ ಪರಿಶೀಲನೆ ನಡೆಸಲಾಯಿತು. ಈ ಸಂದರ್ಭದಲ್ಲಿ ತಾಲೂಕು ಪಂಚಾಯಿತಿ ಇಒ ಜಾನಕಿರಾಮ್, ವಿವಿಧ ಇಲಾಖೆಗಳ ಅಧಿಕಾರಿಗಳು ಹಾಜರಿದ್ದರು. — [746, 501, 901, 710]
sunset-label: ಸೂರ್ಯಾಸ್ತ — [149, 422, 251, 434]
rashi-prediction: ಯಶಸ್ಸು — [214, 713, 232, 721]
